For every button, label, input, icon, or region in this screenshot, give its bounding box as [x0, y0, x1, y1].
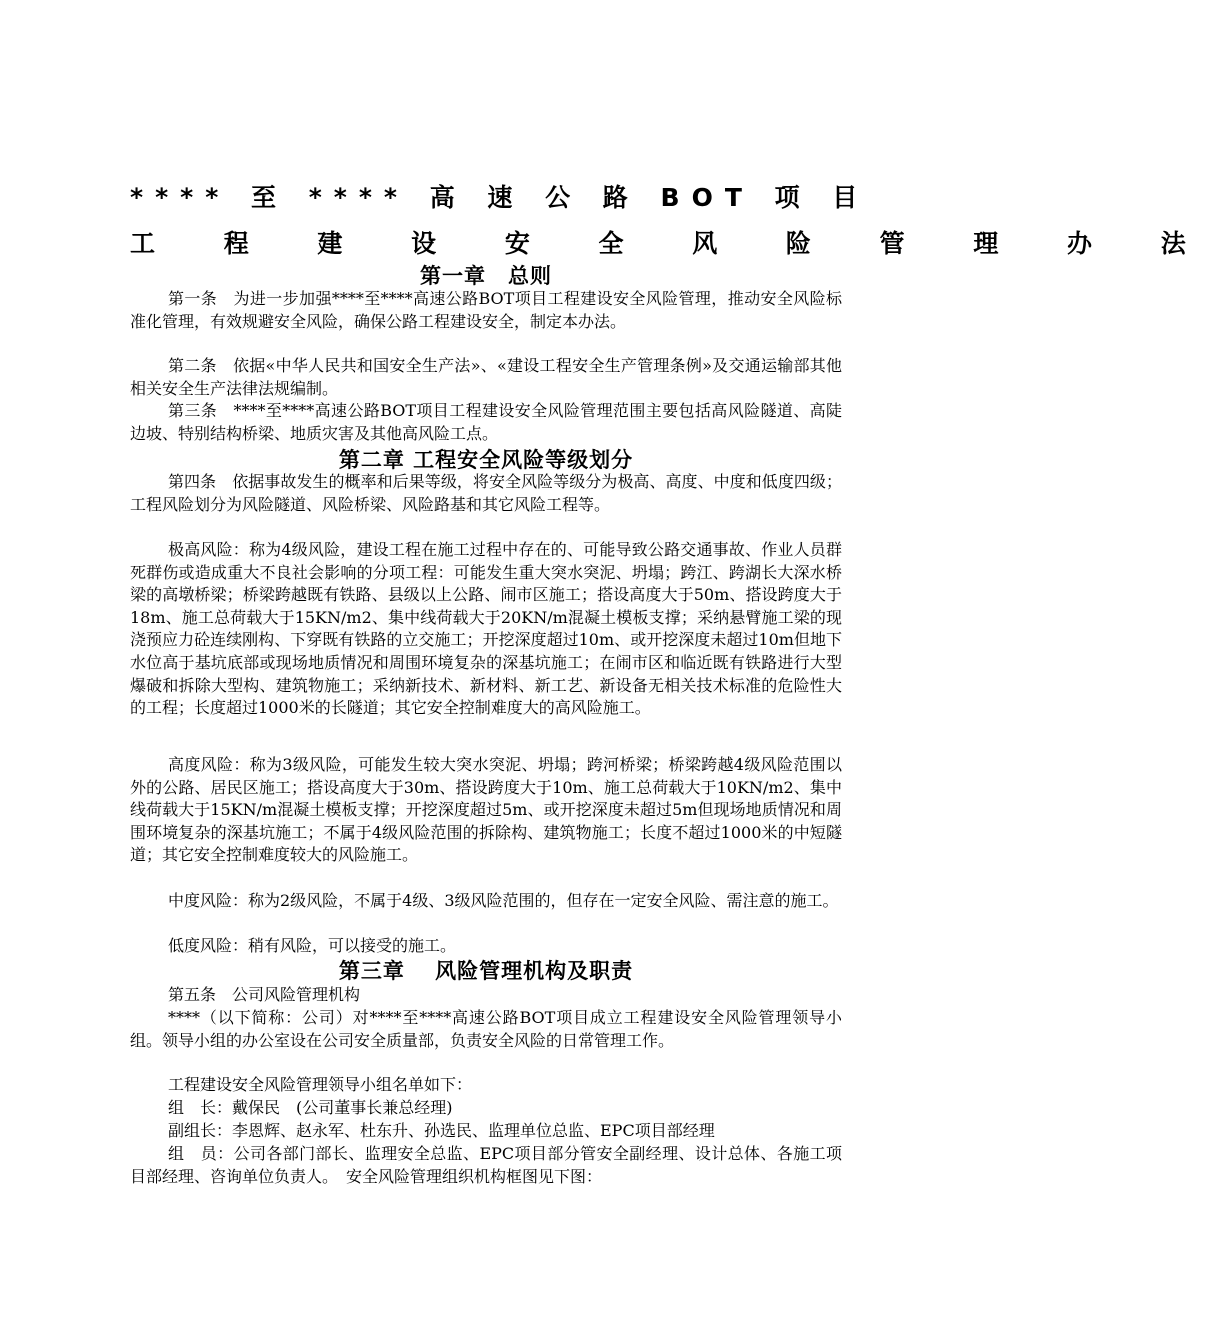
risk-high-paragraph: 高度风险：称为3级风险，可能发生较大突水突泥、坍塌；跨河桥梁；桥梁跨越4级风险范围以外的公路、居民区施工；搭设高度大于30m、搭设跨度大于10m、施工总荷载大于10KN/m2、集中线荷载大于15KN/m混凝土模板支撑；开挖深度超过5m、或开挖深度未超过5m但现场地质情况和周围环境复杂的深基坑施工；不属于4级风险范围的拆除构、建筑物施工；长度不超过1000米的中短隧道；其它安全控制难度较大的风险施工。: [130, 755, 842, 865]
article-5: 第五条 公司风险管理机构: [168, 985, 361, 1004]
org-paragraph: ****（以下简称：公司）对****至****高速公路BOT项目成立工程建设安全风险管理领导小组。领导小组的办公室设在公司安全质量部，负责安全风险的日常管理工作。: [130, 1008, 842, 1050]
chapter-3-heading: 第三章 风险管理机构及职责: [338, 959, 634, 983]
article-3: 第三条 ****至****高速公路BOT项目工程建设安全风险管理范围主要包括高风险隧道、高陡边坡、特别结构桥梁、地质灾害及其他高风险工点。: [130, 401, 842, 443]
risk-low-paragraph: 低度风险：稍有风险，可以接受的施工。: [168, 936, 457, 955]
members-paragraph: 组 员：公司各部门部长、监理安全总监、EPC项目部分管安全副经理、设计总体、各施工项目部经理、咨询单位负责人。 安全风险管理组织机构框图见下图：: [130, 1144, 842, 1186]
article-4: 第四条 依据事故发生的概率和后果等级，将安全风险等级分为极高、高度、中度和低度四级；工程风险划分为风险隧道、风险桥梁、风险路基和其它风险工程等。: [130, 472, 842, 514]
deputy-line: 副组长：李恩辉、赵永军、杜东升、孙选民、监理单位总监、EPC项目部经理: [168, 1121, 715, 1140]
risk-extreme-paragraph: 极高风险：称为4级风险，建设工程在施工过程中存在的、可能导致公路交通事故、作业人员群死群伤或造成重大不良社会影响的分项工程：可能发生重大突水突泥、坍塌；跨江、跨湖长大深水桥梁的高墩桥梁；桥梁跨越既有铁路、县级以上公路、闹市区施工；搭设高度大于50m、搭设跨度大于18m、施工总荷载大于15KN/m2、集中线荷载大于20KN/m混凝土模板支撑；采纳悬臂施工梁的现浇预应力砼连续刚构、下穿既有铁路的立交施工；开挖深度超过10m、或开挖深度未超过10m但地下水位高于基坑底部或现场地质情况和周围环境复杂的深基坑施工；在闹市区和临近既有铁路进行大型爆破和拆除大型构、建筑物施工；采纳新技术、新材料、新工艺、新设备无相关技术标准的危险性大的工程；长度超过1000米的长隧道；其它安全控制难度大的高风险施工。: [130, 540, 842, 718]
risk-medium-paragraph: 中度风险：称为2级风险，不属于4级、3级风险范围的，但存在一定安全风险、需注意的施工。: [168, 891, 839, 910]
document-title-line2: 工 程 建 设 安 全 风 险 管 理 办 法: [130, 229, 1216, 258]
chapter-2-heading: 第二章 工程安全风险等级划分: [338, 448, 634, 472]
chapter-1-heading: 第一章 总则: [420, 264, 552, 288]
article-1: 第一条 为进一步加强****至****高速公路BOT项目工程建设安全风险管理，推动安全风险标准化管理，有效规避安全风险，确保公路工程建设安全，制定本办法。: [130, 289, 842, 331]
leader-line: 组 长：戴保民 (公司董事长兼总经理): [168, 1098, 453, 1117]
list-intro: 工程建设安全风险管理领导小组名单如下：: [168, 1075, 473, 1094]
article-2: 第二条 依据«中华人民共和国安全生产法»、«建设工程安全生产管理条例»及交通运输部其他相关安全生产法律法规编制。: [130, 356, 842, 398]
document-title-line1: **** 至 **** 高 速 公 路 BOT 项 目: [130, 183, 870, 212]
